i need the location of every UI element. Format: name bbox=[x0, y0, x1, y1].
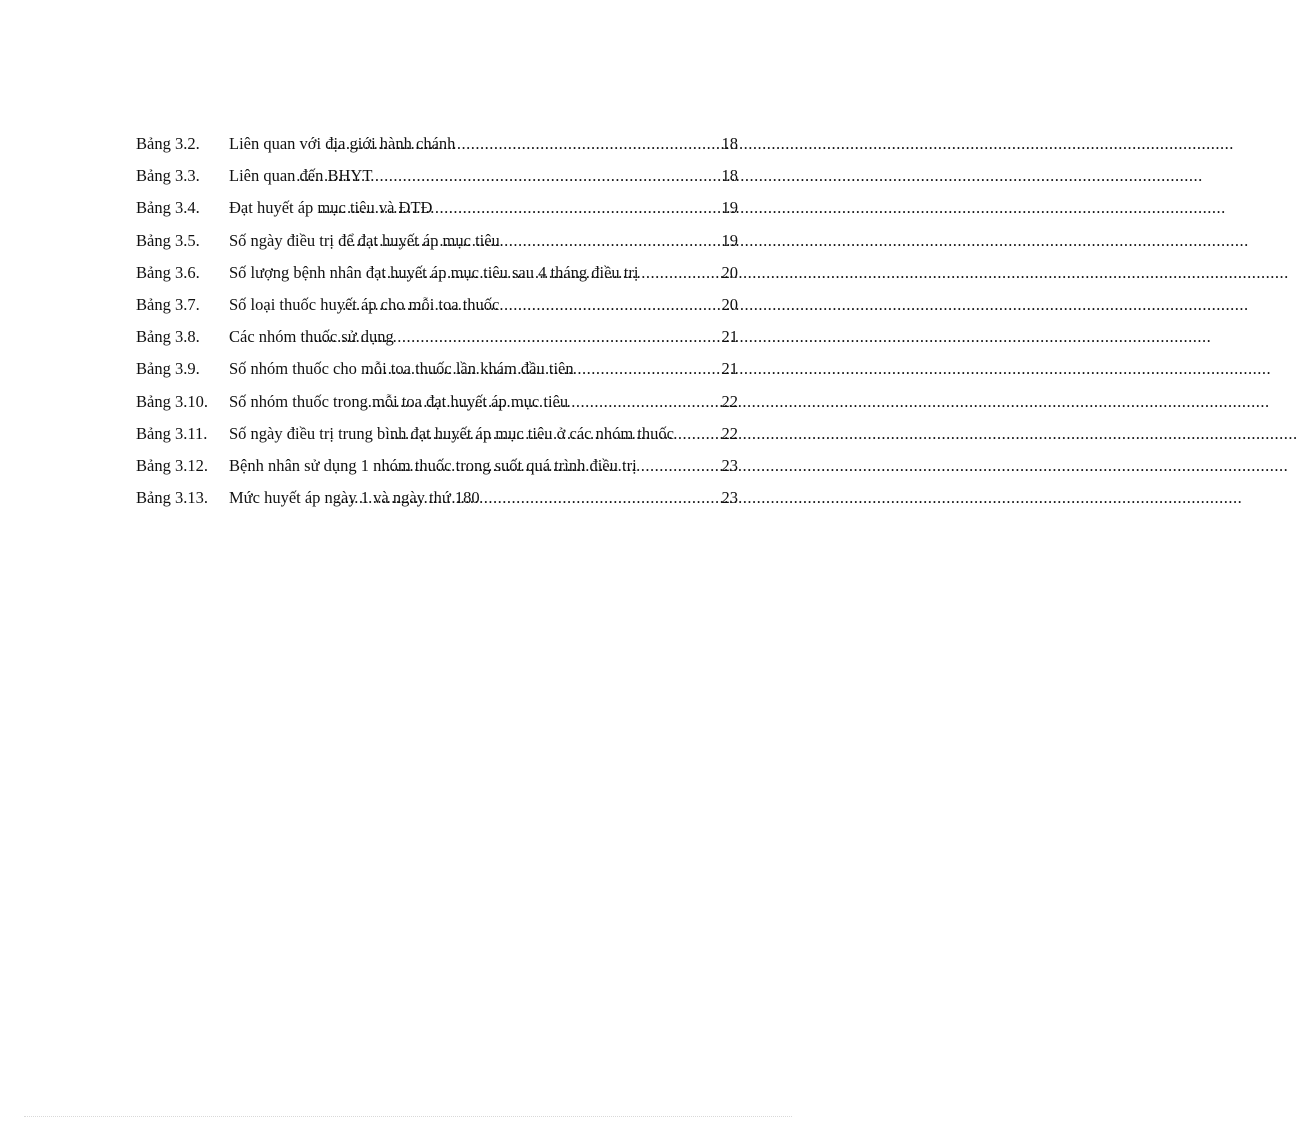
toc-entry-title: Bệnh nhân sử dụng 1 nhóm thuốc trong suốt quá trình điều trị bbox=[229, 455, 637, 475]
toc-entry-page: 19 bbox=[721, 198, 738, 218]
toc-entry-title: Các nhóm thuốc sử dụng bbox=[229, 327, 394, 347]
toc-entry-page: 23 bbox=[721, 455, 738, 475]
toc-entry[interactable] bbox=[136, 196, 738, 228]
toc-entry-title: Số ngày điều trị để đạt huyết áp mục tiêu bbox=[229, 230, 500, 250]
toc-entry[interactable] bbox=[136, 261, 738, 293]
toc-dot-leader bbox=[363, 390, 721, 414]
table-of-contents bbox=[136, 132, 738, 518]
toc-entry-title: Liên quan đến BHYT bbox=[229, 166, 373, 186]
toc-entry[interactable] bbox=[136, 486, 738, 518]
toc-entry-label: Bảng 3.4. bbox=[136, 198, 200, 218]
toc-entry-label: Bảng 3.8. bbox=[136, 327, 200, 347]
toc-dot-leader bbox=[319, 196, 721, 220]
toc-dot-leader bbox=[327, 132, 721, 156]
toc-entry-label: Bảng 3.5. bbox=[136, 230, 200, 250]
toc-dot-leader bbox=[365, 357, 722, 381]
toc-dot-leader bbox=[336, 486, 722, 510]
toc-entry-title: Mức huyết áp ngày 1 và ngày thứ 180 bbox=[229, 488, 480, 508]
toc-entry[interactable] bbox=[136, 132, 738, 164]
toc-entry[interactable] bbox=[136, 390, 738, 422]
toc-entry-page: 20 bbox=[721, 262, 738, 282]
toc-entry-title: Số loại thuốc huyết áp cho mỗi toa thuốc bbox=[229, 294, 500, 314]
page-footer-rule bbox=[24, 1116, 792, 1117]
toc-entry-label: Bảng 3.10. bbox=[136, 391, 208, 411]
toc-entry[interactable] bbox=[136, 357, 738, 389]
toc-entry[interactable] bbox=[136, 293, 738, 325]
toc-entry-label: Bảng 3.6. bbox=[136, 262, 200, 282]
toc-dot-leader bbox=[342, 293, 721, 317]
toc-entry[interactable] bbox=[136, 325, 738, 357]
toc-entry-page: 22 bbox=[721, 423, 738, 443]
toc-entry-page: 18 bbox=[721, 166, 738, 186]
toc-entry-label: Bảng 3.12. bbox=[136, 455, 208, 475]
toc-entry-title: Số lượng bệnh nhân đạt huyết áp mục tiêu sau 4 tháng điều trị bbox=[229, 262, 639, 282]
toc-entry[interactable] bbox=[136, 422, 738, 454]
toc-entry-page: 21 bbox=[721, 359, 738, 379]
toc-entry-label: Bảng 3.13. bbox=[136, 488, 208, 508]
toc-entry[interactable] bbox=[136, 454, 738, 486]
toc-dot-leader bbox=[382, 454, 722, 478]
toc-dot-leader bbox=[382, 261, 721, 285]
toc-dot-leader bbox=[305, 325, 722, 349]
toc-entry-title: Số nhóm thuốc trong mỗi toa đạt huyết áp mục tiêu bbox=[229, 391, 569, 411]
toc-entry-title: Số nhóm thuốc cho mỗi toa thuốc lần khám đầu tiên bbox=[229, 359, 574, 379]
toc-entry-label: Bảng 3.9. bbox=[136, 359, 200, 379]
toc-entry-label: Bảng 3.3. bbox=[136, 166, 200, 186]
toc-entry-label: Bảng 3.2. bbox=[136, 134, 200, 153]
toc-entry-title: Liên quan với địa giới hành chánh bbox=[229, 134, 456, 153]
toc-entry[interactable] bbox=[136, 229, 738, 261]
toc-dot-leader bbox=[342, 229, 721, 253]
toc-entry-page: 18 bbox=[721, 134, 738, 153]
toc-entry-page: 19 bbox=[721, 230, 738, 250]
toc-entry-title: Số ngày điều trị trung bình đạt huyết áp mục tiêu ở các nhóm thuốc bbox=[229, 423, 674, 443]
toc-entry-page: 23 bbox=[721, 488, 738, 508]
toc-entry-label: Bảng 3.7. bbox=[136, 294, 200, 314]
toc-entry-title: Đạt huyết áp mục tiêu và ĐTĐ bbox=[229, 198, 433, 218]
toc-dot-leader bbox=[391, 422, 721, 446]
toc-entry[interactable] bbox=[136, 164, 738, 196]
toc-entry-page: 20 bbox=[721, 294, 738, 314]
toc-entry-label: Bảng 3.11. bbox=[136, 423, 208, 443]
toc-entry-page: 21 bbox=[721, 327, 738, 347]
toc-dot-leader bbox=[296, 164, 721, 188]
toc-entry-page: 22 bbox=[721, 391, 738, 411]
